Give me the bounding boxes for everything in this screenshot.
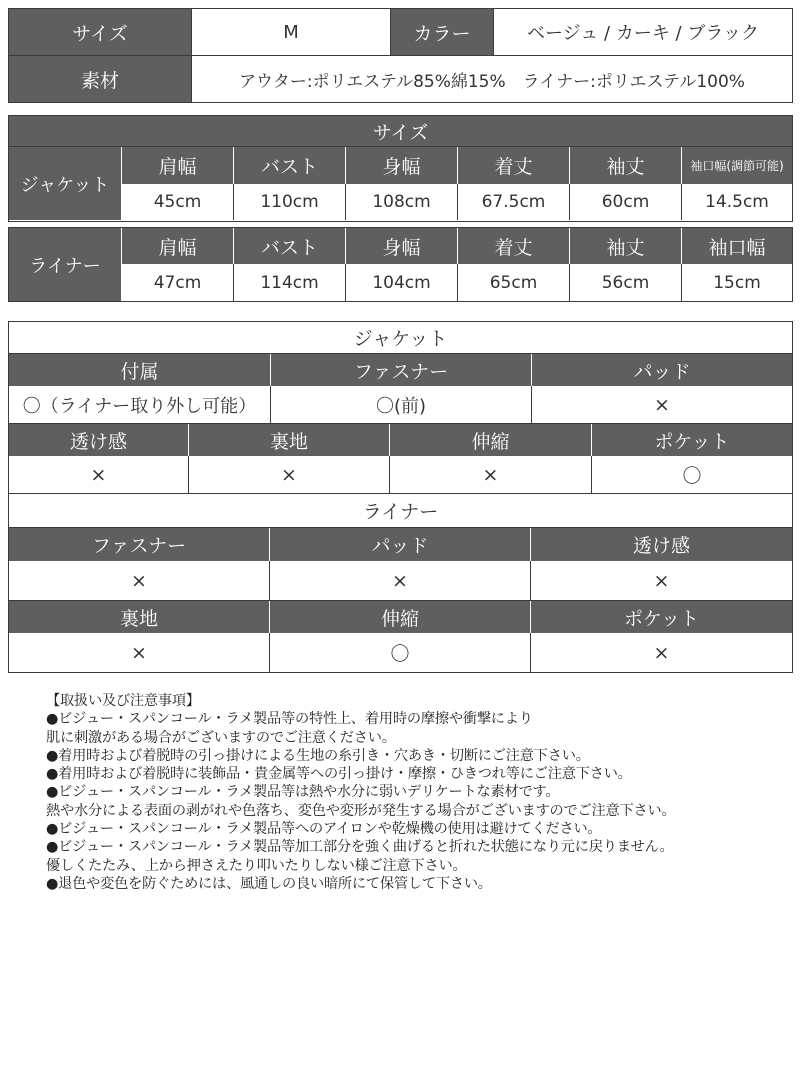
size-header: バスト [234,228,346,264]
liner-features-title: ライナー [9,494,792,528]
feature-value: × [531,561,792,601]
care-note-line: 肌に刺激がある場合がございますのでご注意ください。 [46,729,396,746]
feature-value: 〇(前) [271,386,532,424]
size-value: M [191,9,391,56]
size-value: 65cm [458,264,570,301]
care-note-line: 優しくたたみ、上から押さえたり叩いたりしない様ご注意下さい。 [46,857,467,874]
feature-value: × [653,641,670,664]
feature-header: 裏地 [189,424,390,456]
jacket-size-row-label: ジャケット [9,147,122,220]
size-header: バスト [234,147,346,184]
size-header: 肩幅 [122,228,234,264]
feature-header: パッド [270,528,531,561]
feature-value: 〇 [682,465,702,487]
size-value: 114cm [234,264,346,301]
size-value: 15cm [713,272,761,293]
size-header: 着丈 [458,147,570,184]
size-header: 袖口幅 [682,228,792,264]
care-note-line: ●着用時および着脱時に装飾品・貴金属等への引っ掛け・摩擦・ひきつれ等にご注意下さい。 [46,766,632,783]
liner-size-table [8,227,793,302]
care-note-line: ●ビジュー・スパンコール・ラメ製品等へのアイロンや乾燥機の使用は避けてください。 [46,821,602,838]
liner-size-row-label: ライナー [9,228,122,301]
jacket-size-table [8,147,793,222]
care-note-line: ●退色や変色を防ぐためには、風通しの良い暗所にて保管して下さい。 [46,875,492,892]
size-value: 56cm [570,264,682,301]
feature-header: 伸縮 [270,601,531,633]
feature-value: × [270,561,531,601]
material-value: アウター:ポリエステル85%綿15% ライナー:ポリエステル100% [191,56,792,102]
product-info-table [8,8,793,103]
feature-header: ファスナー [9,528,270,561]
feature-value: 〇 [270,633,531,672]
care-notes [46,692,675,893]
feature-value: × [9,561,270,601]
feature-header: ポケット [531,601,792,633]
size-header: 肩幅 [122,147,234,184]
feature-header: 裏地 [9,601,270,633]
color-value: ベージュ / カーキ / ブラック [493,9,792,56]
feature-value: × [9,633,270,672]
size-header: 袖丈 [570,228,682,264]
feature-header: ファスナー [271,354,532,386]
feature-header: 透け感 [9,424,189,456]
size-table-title: サイズ [8,115,793,147]
color-label: カラー [391,9,493,56]
size-header: 袖口幅(調節可能) [682,147,792,184]
care-note-line: 熱や水分による表面の剥がれや色落ち、変色や変形が発生する場合がございますのでご注意下さい。 [46,802,676,819]
size-header: 着丈 [458,228,570,264]
care-note-line: ●ビジュー・スパンコール・ラメ製品等加工部分を強く曲げると折れた状態になり元に戻りません。 [46,839,674,856]
care-note-line: ●ビジュー・スパンコール・ラメ製品等は熱や水分に弱いデリケートな素材です。 [46,784,560,801]
size-value: 110cm [234,184,346,220]
size-header: 袖丈 [570,147,682,184]
feature-value: × [532,386,792,424]
size-value: 47cm [122,264,234,301]
liner-features-table [8,493,793,673]
size-value: 60cm [570,184,682,220]
feature-value: × [189,456,390,493]
care-note-line: ●ビジュー・スパンコール・ラメ製品等の特性上、着用時の摩擦や衝撃により [46,711,533,728]
feature-value: × [390,456,592,493]
feature-value: × [9,456,189,493]
feature-header: パッド [532,354,792,386]
size-label: サイズ [9,9,191,56]
care-notes-heading: 【取扱い及び注意事項】 [46,693,200,709]
jacket-features-table [8,321,793,494]
size-value: 108cm [346,184,458,220]
feature-header: ポケット [592,424,792,456]
feature-value: 〇（ライナー取り外し可能） [9,386,271,424]
size-header: 身幅 [346,147,458,184]
feature-header: 透け感 [531,528,792,561]
size-value: 45cm [122,184,234,220]
size-value: 67.5cm [458,184,570,220]
size-header: 身幅 [346,228,458,264]
feature-header: 付属 [9,354,271,386]
jacket-features-title: ジャケット [9,322,792,354]
care-note-line: ●着用時および着脱時の引っ掛けによる生地の糸引き・穴あき・切断にご注意下さい。 [46,747,590,764]
size-value: 104cm [346,264,458,301]
size-value: 14.5cm [705,192,769,212]
material-label: 素材 [9,56,191,102]
feature-header: 伸縮 [390,424,592,456]
